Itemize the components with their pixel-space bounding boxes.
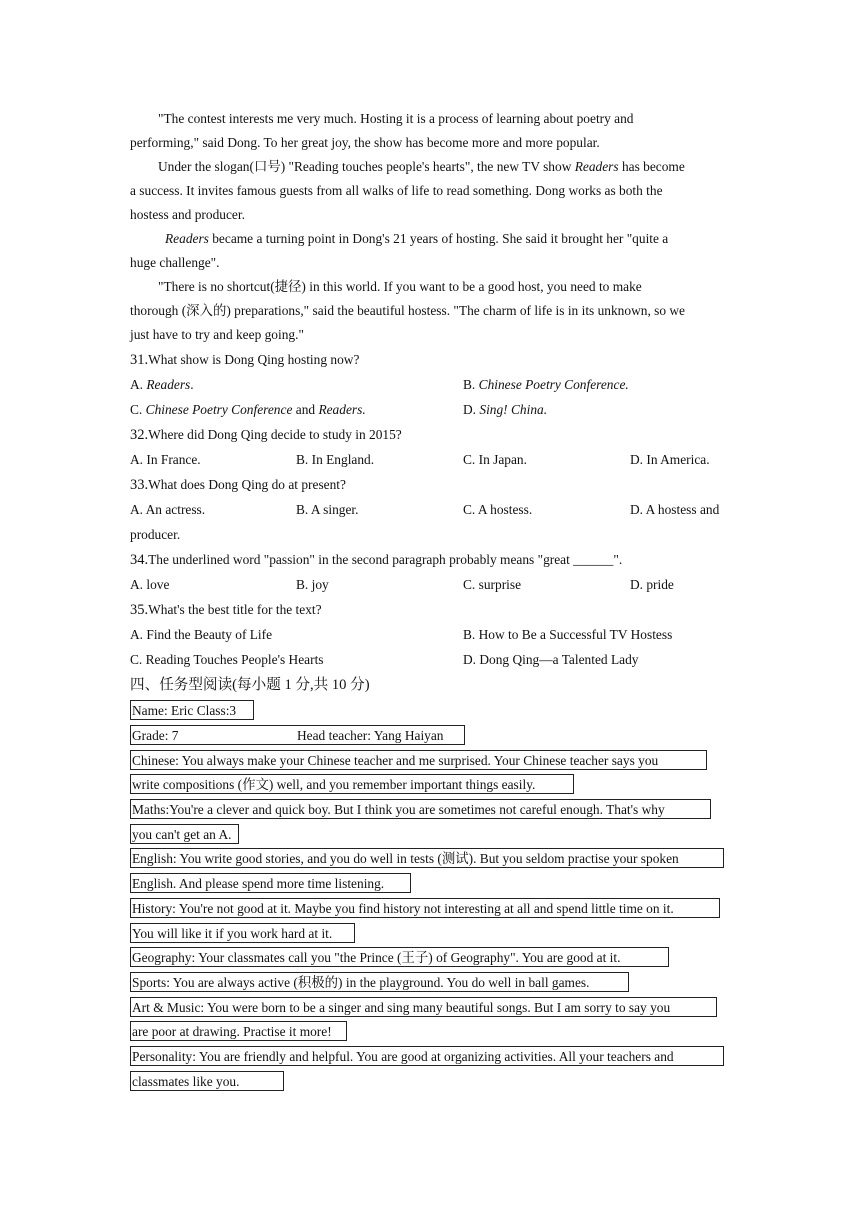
options-row bbox=[130, 397, 730, 422]
report-grade-box bbox=[130, 725, 465, 745]
option-a[interactable]: A. An actress. bbox=[130, 502, 206, 517]
show-title-readers: Readers bbox=[574, 159, 619, 174]
report-chinese-box: write compositions (作文) well, and you remember important things easily. bbox=[130, 774, 574, 794]
report-maths-box: you can't get an A. bbox=[130, 824, 239, 844]
option-text: Readers bbox=[146, 377, 191, 392]
passage-line: "There is no shortcut(捷径) in this world. If you want to be a good host, you need to make bbox=[158, 279, 642, 294]
option-a[interactable]: A. love bbox=[130, 577, 170, 592]
report-row-grade bbox=[130, 723, 730, 748]
report-english-box: English: You write good stories, and you do well in tests (测试). But you seldom practise your spoken bbox=[130, 848, 724, 868]
option-d[interactable] bbox=[463, 397, 547, 422]
options-row bbox=[130, 447, 730, 472]
report-geography-box: Geography: Your classmates call you "the Prince (王子) of Geography". You are good at it. bbox=[130, 947, 669, 967]
question-35 bbox=[130, 597, 730, 622]
option-text: Readers. bbox=[318, 402, 366, 417]
question-text: What's the best title for the text? bbox=[148, 602, 322, 617]
passage-text: Under the slogan(口号) "Reading touches people's hearts", the new TV show bbox=[158, 159, 575, 174]
report-row bbox=[130, 1068, 730, 1093]
report-row bbox=[130, 871, 730, 896]
option-c[interactable]: C. In Japan. bbox=[463, 452, 527, 467]
report-personality-box: Personality: You are friendly and helpful. You are good at organizing activities. All your teachers and bbox=[130, 1046, 724, 1066]
question-number: 31. bbox=[130, 352, 149, 368]
option-text: Sing! China. bbox=[479, 402, 548, 417]
passage-line: huge challenge". bbox=[130, 255, 220, 270]
question-text: Where did Dong Qing decide to study in 2015? bbox=[148, 427, 402, 442]
report-personality-box: classmates like you. bbox=[130, 1071, 284, 1091]
report-art-box: Art & Music: You were born to be a singer and sing many beautiful songs. But I am sorry to say you bbox=[130, 997, 717, 1017]
question-34 bbox=[130, 547, 730, 572]
passage-line bbox=[130, 227, 730, 251]
option-c[interactable]: C. surprise bbox=[463, 577, 522, 592]
report-row bbox=[130, 945, 730, 970]
passage-line: just have to try and keep going." bbox=[130, 327, 304, 342]
question-text: What does Dong Qing do at present? bbox=[148, 477, 346, 492]
report-sports-box: Sports: You are always active (积极的) in the playground. You do well in ball games. bbox=[130, 972, 629, 992]
passage-text: has become bbox=[618, 159, 685, 174]
option-c[interactable]: C. A hostess. bbox=[463, 502, 533, 517]
option-label: A. bbox=[130, 377, 147, 392]
report-maths-box: Maths:You're a clever and quick boy. But I think you are sometimes not careful enough. That's why bbox=[130, 799, 711, 819]
option-text: Chinese Poetry Conference bbox=[145, 402, 293, 417]
show-title-readers: Readers bbox=[165, 231, 209, 246]
question-number: 34. bbox=[130, 552, 149, 568]
option-label: C. bbox=[130, 402, 146, 417]
option-d[interactable]: D. pride bbox=[630, 577, 674, 592]
report-row bbox=[130, 846, 730, 871]
options-row bbox=[130, 572, 730, 597]
report-row bbox=[130, 747, 730, 772]
options-row bbox=[130, 522, 730, 547]
report-name-box: Name: Eric Class:3 bbox=[130, 700, 254, 720]
option-b[interactable]: B. A singer. bbox=[296, 502, 359, 517]
option-a[interactable]: A. In France. bbox=[130, 452, 201, 467]
option-text: . bbox=[190, 377, 194, 392]
question-31 bbox=[130, 347, 730, 372]
option-d-continued: producer. bbox=[130, 527, 181, 542]
option-text: Chinese Poetry Conference. bbox=[478, 377, 629, 392]
passage-line: thorough (深入的) preparations," said the beautiful hostess. "The charm of life is in its unknown, so we bbox=[130, 303, 686, 318]
report-row bbox=[130, 1019, 730, 1044]
option-b[interactable] bbox=[463, 372, 629, 397]
option-b[interactable]: B. In England. bbox=[296, 452, 375, 467]
option-c[interactable] bbox=[130, 397, 366, 422]
option-text: and bbox=[292, 402, 319, 417]
report-row bbox=[130, 896, 730, 921]
option-b[interactable]: B. How to Be a Successful TV Hostess bbox=[463, 627, 673, 642]
report-row bbox=[130, 1044, 730, 1069]
report-english-box: English. And please spend more time listening. bbox=[130, 873, 411, 893]
report-row-name bbox=[130, 698, 730, 723]
options-row bbox=[130, 647, 730, 672]
option-label: B. bbox=[463, 377, 479, 392]
document-page bbox=[130, 107, 730, 1093]
report-row bbox=[130, 970, 730, 995]
report-art-box: are poor at drawing. Practise it more! bbox=[130, 1021, 347, 1041]
head-teacher-text: Head teacher: Yang Haiyan bbox=[297, 728, 444, 744]
option-d[interactable]: D. Dong Qing—a Talented Lady bbox=[463, 652, 639, 667]
question-text: What show is Dong Qing hosting now? bbox=[148, 352, 360, 367]
passage-text: became a turning point in Dong's 21 years of hosting. She said it brought her "quite a bbox=[208, 231, 669, 246]
option-label: D. bbox=[463, 402, 480, 417]
option-b[interactable]: B. joy bbox=[296, 577, 329, 592]
report-history-box: History: You're not good at it. Maybe you find history not interesting at all and spend little time on it. bbox=[130, 898, 720, 918]
grade-text: Grade: 7 bbox=[132, 728, 179, 744]
report-row bbox=[130, 821, 730, 846]
option-d[interactable]: D. A hostess and bbox=[630, 502, 720, 517]
options-row bbox=[130, 622, 730, 647]
question-text: The underlined word "passion" in the second paragraph probably means "great ______". bbox=[148, 552, 623, 567]
question-number: 33. bbox=[130, 477, 149, 493]
question-number: 32. bbox=[130, 427, 149, 443]
passage-line bbox=[130, 155, 730, 179]
question-number: 35. bbox=[130, 602, 149, 618]
section-heading: 四、任务型阅读(每小题 1 分,共 10 分) bbox=[130, 677, 370, 693]
passage-line: a success. It invites famous guests from all walks of life to read something. Dong works as both the bbox=[130, 183, 663, 198]
passage-line: "The contest interests me very much. Hosting it is a process of learning about poetry and bbox=[158, 111, 634, 126]
question-32 bbox=[130, 422, 730, 447]
report-history-box: You will like it if you work hard at it. bbox=[130, 923, 355, 943]
option-a[interactable]: A. Find the Beauty of Life bbox=[130, 627, 273, 642]
passage-line: hostess and producer. bbox=[130, 207, 245, 222]
report-row bbox=[130, 797, 730, 822]
option-a[interactable] bbox=[130, 372, 194, 397]
report-row bbox=[130, 994, 730, 1019]
report-chinese-box: Chinese: You always make your Chinese teacher and me surprised. Your Chinese teacher says you bbox=[130, 750, 707, 770]
report-row bbox=[130, 772, 730, 797]
options-row bbox=[130, 497, 730, 522]
option-c[interactable]: C. Reading Touches People's Hearts bbox=[130, 652, 324, 667]
report-row bbox=[130, 920, 730, 945]
question-33 bbox=[130, 472, 730, 497]
options-row bbox=[130, 372, 730, 397]
passage-line: performing," said Dong. To her great joy, the show has become more and more popular. bbox=[130, 135, 600, 150]
option-d[interactable]: D. In America. bbox=[630, 452, 710, 467]
